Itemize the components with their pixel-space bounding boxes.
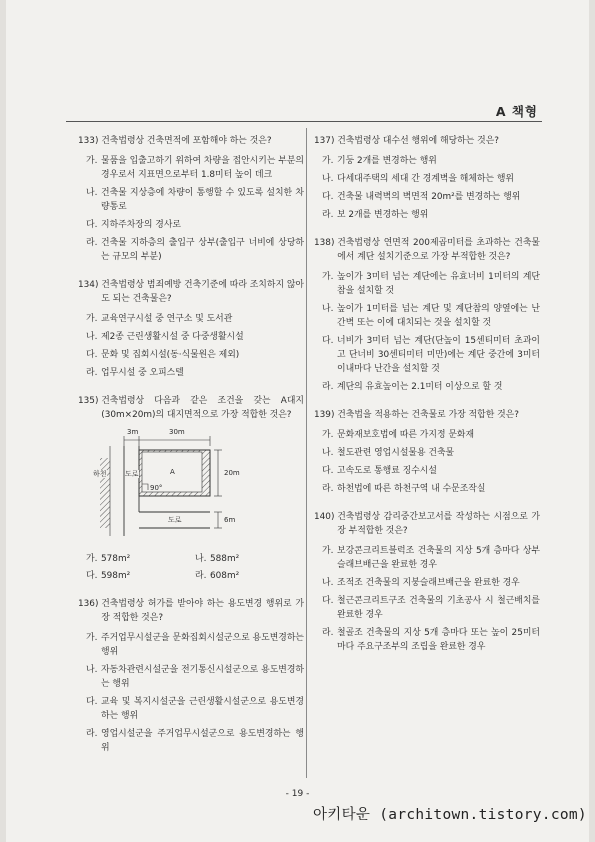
choice-da [86, 348, 304, 362]
choice-text: 문화재보호법에 따른 가지정 문화재 [337, 430, 475, 440]
question-number: 139) [314, 410, 335, 420]
question-140 [314, 510, 540, 654]
question-number: 137) [314, 136, 335, 146]
choice-label: 라. [322, 210, 334, 220]
choice-label: 나. [322, 578, 334, 588]
choice-text: 578m² [101, 554, 131, 564]
question-135 [78, 394, 304, 583]
river-label: 하천 [93, 470, 107, 478]
choice-ga [86, 312, 304, 326]
choice-list [78, 631, 304, 755]
question-text: 건축법령상 다음과 같은 조건을 갖는 A대지 (30m×20m)의 대지면적으로 가장 적합한 것은? [101, 396, 304, 420]
choice-ra [322, 482, 540, 496]
choice-label: 나. [86, 188, 98, 198]
exam-type-label: A 책형 [495, 104, 538, 119]
choice-ga [322, 428, 540, 442]
question-text: 건축법령상 연면적 200제곱미터를 초과하는 건축물에서 계단 설치기준으로 가장 부적합한 것은? [337, 238, 540, 262]
choice-da [86, 218, 304, 232]
choice-label: 다. [86, 697, 98, 707]
choice-text: 주거업무시설군을 문화집회시설군으로 용도변경하는 행위 [101, 633, 304, 657]
choice-label: 라. [322, 382, 334, 392]
choice-list [78, 154, 304, 264]
choice-list [314, 154, 540, 222]
choice-text: 문화 및 집회시설(동·식물원은 제외) [101, 350, 240, 360]
right-page-edge [589, 0, 595, 842]
choice-da [322, 334, 540, 376]
choice-label: 가. [86, 633, 98, 643]
choice-text: 제2종 근린생활시설 중 다중생활시설 [101, 332, 244, 342]
choice-label: 가. [322, 156, 334, 166]
angle-label: 90° [150, 484, 163, 492]
question-number: 134) [78, 280, 99, 290]
question-text: 건축법령상 범죄예방 건축기준에 따라 조치하지 않아도 되는 건축물은? [101, 280, 304, 304]
road-label-horizontal: 도로 [168, 516, 182, 524]
choice-ra [86, 366, 304, 380]
question-136 [78, 597, 304, 755]
choice-text: 업무시설 중 오피스텔 [101, 368, 184, 378]
choice-ra [195, 569, 304, 583]
choice-ga [322, 154, 540, 168]
question-number: 133) [78, 136, 99, 146]
choice-ra [322, 208, 540, 222]
choice-text: 자동차관련시설군을 전기통신시설군으로 용도변경하는 행위 [101, 665, 304, 689]
page-number: - 19 - [285, 789, 310, 799]
lot-label: A [170, 468, 175, 476]
question-137 [314, 134, 540, 222]
choice-text: 교육연구시설 중 연구소 및 도서관 [101, 314, 233, 324]
choice-na [322, 446, 540, 460]
choice-na [322, 302, 540, 330]
choice-label: 다. [322, 596, 334, 606]
site-diagram-drawing [92, 428, 262, 546]
choice-na [322, 172, 540, 186]
choice-label: 가. [322, 546, 334, 556]
choice-text: 조적조 건축물의 지붕슬래브배근을 완료한 경우 [337, 578, 520, 588]
choice-da [322, 594, 540, 622]
choice-text: 너비가 3미터 넘는 계단(단높이 15센티미터 초과이고 단너비 30센티미터 미만)에는 계단 중간에 3미터 이내마다 난간을 설치할 것 [337, 336, 540, 374]
choice-ga [322, 270, 540, 298]
dim-6m-label: 6m [224, 516, 236, 524]
choice-label: 라. [322, 628, 334, 638]
choice-label: 가. [322, 272, 334, 282]
question-number: 135) [78, 396, 99, 406]
choice-list [314, 270, 540, 394]
choice-text: 철골조 건축물의 지상 5개 층마다 또는 높이 25미터마다 주요구조부의 조립을 완료한 경우 [337, 628, 540, 652]
choice-ga [322, 544, 540, 572]
choice-na [86, 186, 304, 214]
question-text: 건축법령상 건축면적에 포함해야 하는 것은? [101, 136, 272, 146]
choice-label: 다. [86, 571, 98, 581]
choice-na [322, 576, 540, 590]
choice-ga [86, 631, 304, 659]
question-text: 건축법령상 대수선 행위에 해당하는 것은? [337, 136, 499, 146]
choice-text: 588m² [210, 554, 240, 564]
choice-text: 높이가 3미터 넘는 계단에는 유효너비 1미터의 계단참을 설치할 것 [337, 272, 540, 296]
left-column [78, 134, 304, 769]
choice-label: 다. [322, 336, 334, 346]
question-text: 건축법을 적용하는 건축물로 가장 적합한 것은? [337, 410, 519, 420]
choice-ga [86, 552, 195, 566]
choice-ra [86, 236, 304, 264]
choice-text: 높이가 1미터를 넘는 계단 및 계단참의 양옆에는 난간벽 또는 이에 대치되는 것을 설치할 것 [337, 304, 540, 328]
choice-text: 보강콘크리트블럭조 건축물의 지상 5개 층마다 상부 슬래브배근을 완료한 경우 [337, 546, 540, 570]
choice-label: 나. [322, 304, 334, 314]
choice-label: 나. [322, 174, 334, 184]
choice-text: 보 2개를 변경하는 행위 [337, 210, 429, 220]
choice-label: 다. [322, 466, 334, 476]
header-rule [66, 121, 542, 122]
choice-label: 나. [195, 554, 207, 564]
choice-text: 건축물 지하층의 출입구 상부(출입구 너비에 상당하는 규모의 부분) [101, 238, 304, 262]
choice-label: 다. [86, 220, 98, 230]
question-134 [78, 278, 304, 380]
choice-text: 철근콘크리트구조 건축물의 기초공사 시 철근배치를 완료한 경우 [337, 596, 540, 620]
choice-text: 영업시설군을 주거업무시설군으로 용도변경하는 행위 [101, 729, 304, 753]
question-139 [314, 408, 540, 496]
choice-text: 지하주차장의 경사로 [101, 220, 181, 230]
choice-grid [78, 552, 304, 583]
choice-label: 가. [86, 314, 98, 324]
site-diagram [92, 428, 262, 546]
dim-30m-label: 30m [169, 428, 185, 436]
river-hatch [100, 458, 110, 528]
question-text: 건축법령상 감리중간보고서를 작성하는 시점으로 가장 부적합한 것은? [337, 512, 540, 536]
question-number: 138) [314, 238, 335, 248]
question-number: 140) [314, 512, 335, 522]
choice-label: 나. [86, 332, 98, 342]
choice-label: 가. [86, 554, 98, 564]
left-page-edge [0, 0, 6, 842]
choice-list [314, 428, 540, 496]
choice-label: 라. [86, 368, 98, 378]
choice-label: 나. [86, 665, 98, 675]
choice-text: 건축물 지상층에 차량이 통행할 수 있도록 설치한 차량통로 [101, 188, 304, 212]
choice-label: 라. [86, 238, 98, 248]
right-column [314, 134, 540, 668]
choice-da [322, 464, 540, 478]
choice-label: 가. [86, 156, 98, 166]
choice-text: 598m² [101, 571, 131, 581]
dim-3m-label: 3m [127, 428, 139, 436]
choice-da [322, 190, 540, 204]
dim-20m-label: 20m [224, 469, 240, 477]
choice-label: 가. [322, 430, 334, 440]
question-text: 건축법령상 허가를 받아야 하는 용도변경 행위로 가장 적합한 것은? [101, 599, 304, 623]
road-label-vertical: 도로 [125, 470, 139, 478]
question-133 [78, 134, 304, 264]
choice-text: 물품을 입출고하기 위하여 차량을 접안시키는 부분의 경우로서 지표면으로부터 1.8미터 높이 데크 [101, 156, 304, 180]
column-divider [306, 128, 307, 778]
choice-na [86, 330, 304, 344]
choice-label: 나. [322, 448, 334, 458]
choice-text: 교육 및 복지시설군을 근린생활시설군으로 용도변경하는 행위 [101, 697, 304, 721]
choice-label: 다. [86, 350, 98, 360]
choice-da [86, 569, 195, 583]
choice-list [314, 544, 540, 654]
choice-list [78, 312, 304, 380]
page-header [66, 100, 542, 122]
question-number: 136) [78, 599, 99, 609]
choice-text: 하천법에 따른 하천구역 내 수문조작실 [337, 484, 486, 494]
choice-ga [86, 154, 304, 182]
question-138 [314, 236, 540, 394]
choice-text: 기둥 2개를 변경하는 행위 [337, 156, 437, 166]
choice-label: 라. [322, 484, 334, 494]
choice-text: 608m² [210, 571, 240, 581]
choice-text: 건축물 내력벽의 벽면적 20m²를 변경하는 행위 [337, 192, 521, 202]
choice-da [86, 695, 304, 723]
choice-text: 고속도로 통행료 징수시설 [337, 466, 437, 476]
choice-text: 계단의 유효높이는 2.1미터 이상으로 할 것 [337, 382, 503, 392]
choice-label: 라. [86, 729, 98, 739]
watermark: 아키타운 (architown.tistory.com) [313, 807, 587, 823]
choice-na [195, 552, 304, 566]
choice-ra [322, 380, 540, 394]
choice-na [86, 663, 304, 691]
choice-text: 철도관련 영업시설물용 건축물 [337, 448, 455, 458]
choice-label: 다. [322, 192, 334, 202]
choice-text: 다세대주택의 세대 간 경계벽을 해체하는 행위 [337, 174, 514, 184]
choice-label: 라. [195, 571, 207, 581]
choice-ra [86, 727, 304, 755]
choice-ra [322, 626, 540, 654]
